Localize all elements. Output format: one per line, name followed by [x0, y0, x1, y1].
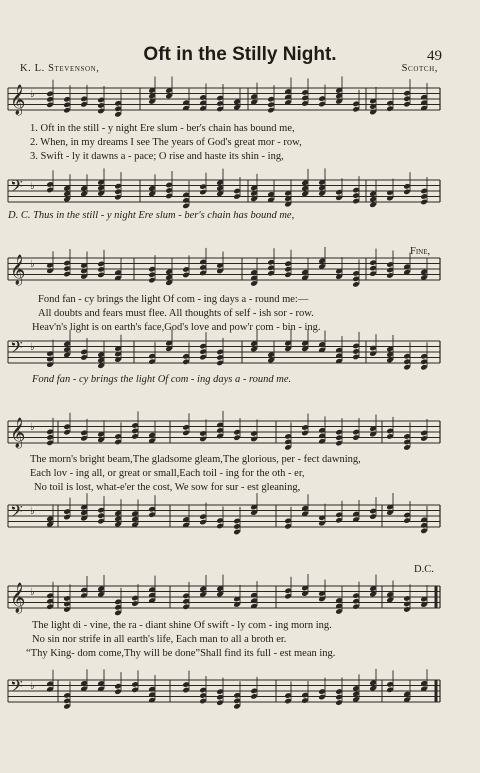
- lyric-line: 2. When, in my dreams I see The years of God's great mor - row,: [30, 137, 302, 148]
- flat-sign: ♭: [30, 89, 35, 100]
- lyric-line: The morn's bright beam,The gladsome gleam,The glorious, per - fect dawning,: [30, 454, 361, 465]
- lyric-line: 3. Swift - ly it dawns a - pace; O rise and haste its shin - ing,: [30, 151, 284, 162]
- dc-mark: D.C.: [414, 564, 434, 575]
- page-number: 49: [427, 48, 442, 64]
- fine-mark: Fine,: [410, 246, 431, 257]
- lyric-line: The light di - vine, the ra - diant shine Of swift - ly com - ing morn ing.: [32, 620, 332, 631]
- treble-clef: 𝄞: [10, 418, 26, 448]
- lyric-line: Heav'n's light is on earth's face,God's love and pow'r com - bin - ing.: [32, 322, 321, 333]
- treble-clef: 𝄞: [10, 85, 26, 115]
- lyric-line: “Thy King- dom come,Thy will be done”Shall find its full - est mean ing.: [26, 648, 336, 659]
- treble-clef: 𝄞: [10, 255, 26, 285]
- lyric-line: No toil is lost, what-e'er the cost, We sow for sur - est gleaning,: [34, 482, 301, 493]
- lyric-line: Fond fan - cy brings the light Of com - ing days a - round me:—: [38, 294, 309, 305]
- flat-sign: ♭: [30, 181, 35, 192]
- lyric-line: All doubts and fears must flee. All thoughts of self - ish sor - row.: [38, 308, 314, 319]
- lyricist-credit: K. L. Stevenson,: [20, 63, 100, 74]
- bass-clef: 𝄢: [10, 176, 23, 200]
- flat-sign: ♭: [30, 681, 35, 692]
- lyric-line: D. C. Thus in the still - y night Ere slum - ber's chain has bound me,: [8, 210, 295, 221]
- flat-sign: ♭: [30, 259, 35, 270]
- lyric-line: Each lov - ing all, or great or small,Each toil - ing for the oth - er,: [30, 468, 305, 479]
- lyric-line: 1. Oft in the still - y night Ere slum - ber's chain has bound me,: [30, 123, 295, 134]
- hymn-title: Oft in the Stilly Night.: [143, 44, 337, 65]
- flat-sign: ♭: [30, 342, 35, 353]
- bass-clef: 𝄢: [10, 337, 23, 361]
- treble-clef: 𝄞: [10, 583, 26, 613]
- bass-clef: 𝄢: [10, 676, 23, 700]
- bass-clef: 𝄢: [10, 501, 23, 525]
- tune-origin: Scotch,: [401, 63, 438, 74]
- flat-sign: ♭: [30, 422, 35, 433]
- lyric-line: Fond fan - cy brings the light Of com - ing days a - round me.: [32, 374, 292, 385]
- flat-sign: ♭: [30, 587, 35, 598]
- lyric-line: No sin nor strife in all earth's life, Each man to all a broth er.: [32, 634, 287, 645]
- flat-sign: ♭: [30, 506, 35, 517]
